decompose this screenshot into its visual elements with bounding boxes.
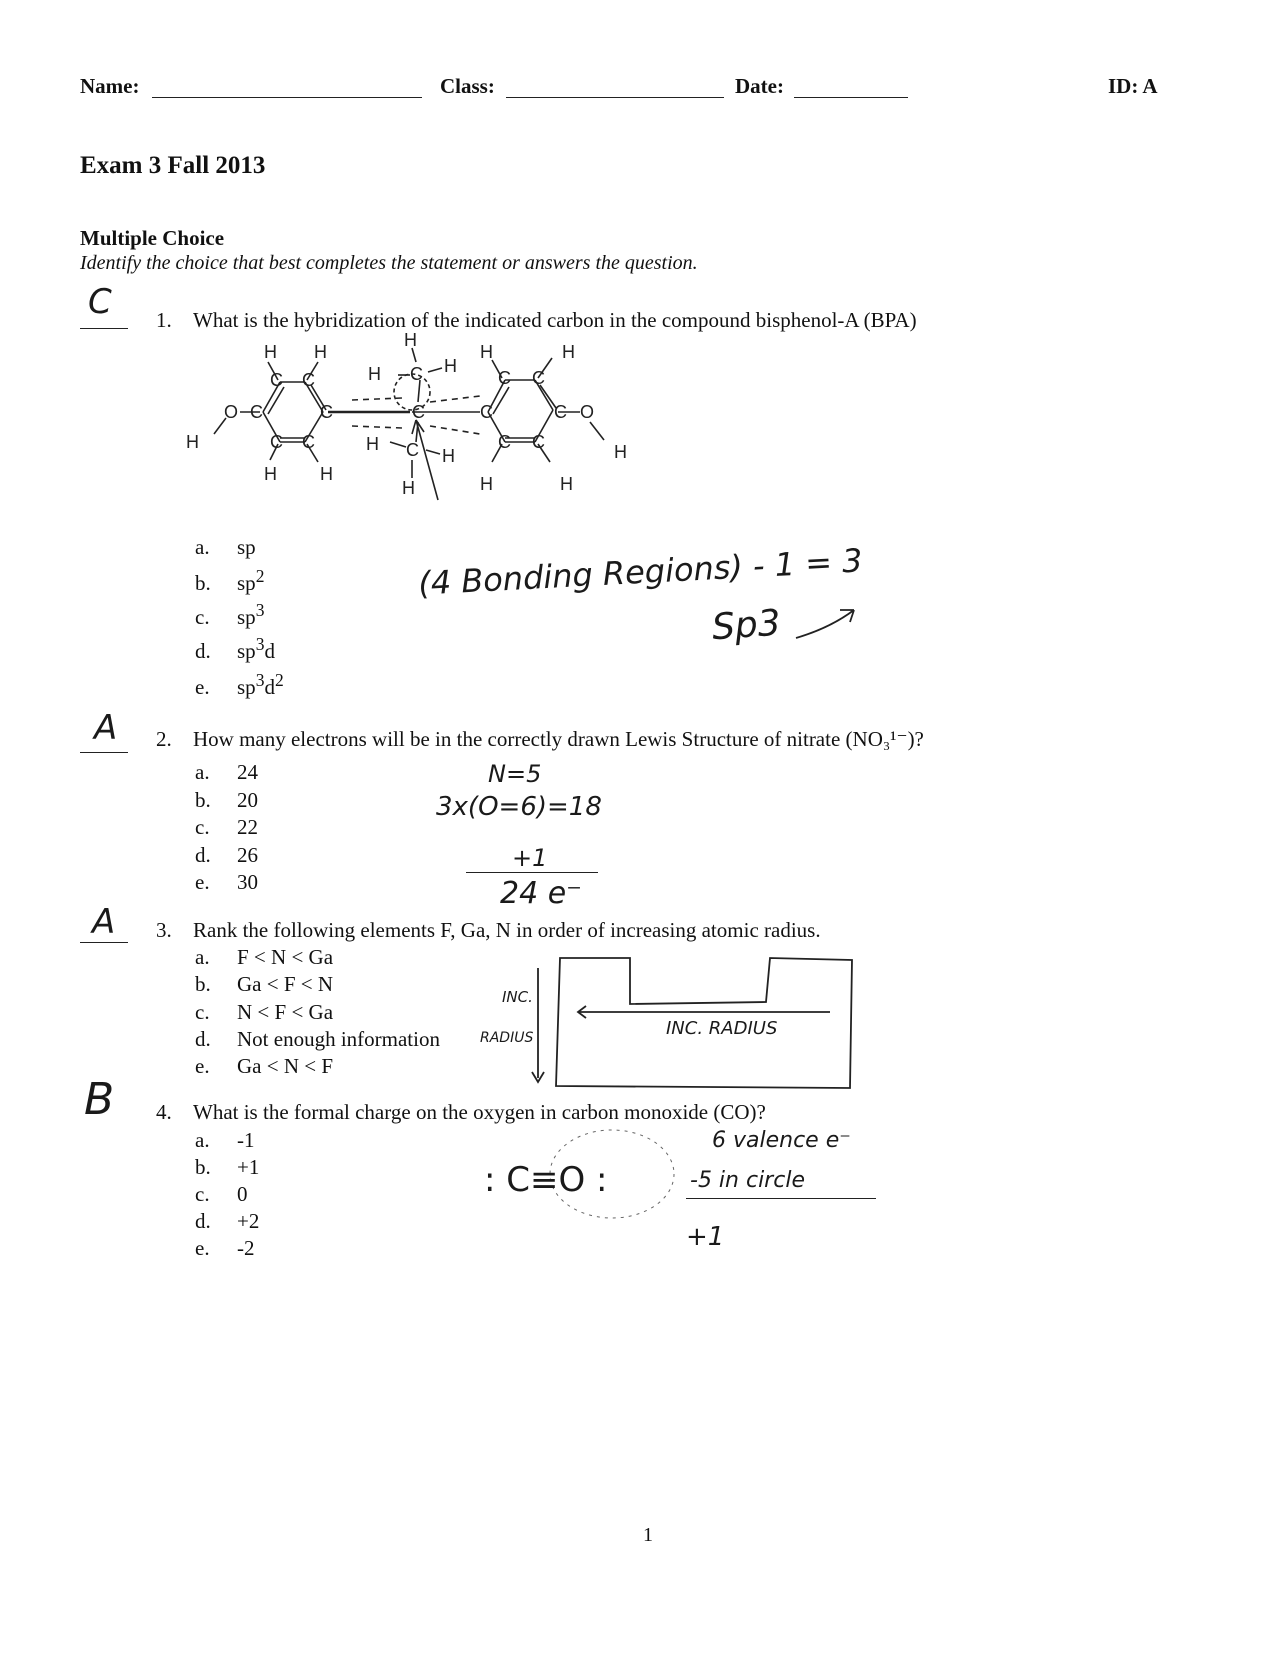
svg-text:C: C — [554, 402, 567, 422]
choice-text: $sp^3$ — [237, 600, 265, 629]
svg-text:H: H — [402, 478, 415, 498]
choice-text: 30 — [237, 870, 258, 894]
svg-text:H: H — [366, 434, 379, 454]
q3-choice-c[interactable] — [195, 1000, 333, 1025]
choice-letter: a. — [195, 535, 210, 559]
exam-title: Exam 3 Fall 2013 — [80, 152, 266, 179]
choice-text: +2 — [237, 1209, 260, 1233]
date-label: Date: — [735, 74, 784, 98]
choice-letter: d. — [195, 1209, 211, 1233]
q1-choice-c[interactable] — [195, 600, 264, 630]
q2-choice-a[interactable] — [195, 760, 258, 785]
choice-letter: d. — [195, 639, 211, 663]
q4-note-co-structure: : C≡O : — [484, 1160, 608, 1200]
choice-text: sp — [237, 535, 256, 559]
svg-text:C: C — [320, 402, 333, 422]
q1-number: 1. — [156, 308, 172, 332]
q3-answer-line — [80, 942, 128, 943]
svg-text:H: H — [560, 474, 573, 494]
q3-note-radius: RADIUS — [480, 1030, 534, 1046]
choice-text: Ga < N < F — [237, 1054, 334, 1078]
svg-text:H: H — [614, 442, 627, 462]
bpa-structure-diagram — [180, 330, 680, 525]
choice-letter: b. — [195, 788, 211, 812]
choice-text: Not enough information — [237, 1027, 440, 1051]
name-label: Name: — [80, 74, 140, 98]
choice-letter: a. — [195, 760, 210, 784]
q1-choice-e[interactable] — [195, 670, 284, 700]
choice-letter: e. — [195, 1236, 210, 1260]
svg-text:C: C — [412, 402, 425, 422]
q3-text: Rank the following elements F, Ga, N in order of increasing atomic radius. — [193, 918, 821, 942]
id-label: ID: A — [1108, 74, 1158, 98]
choice-text: 0 — [237, 1182, 248, 1206]
choice-text: Ga < F < N — [237, 972, 334, 996]
choice-letter: a. — [195, 945, 210, 969]
svg-text:H: H — [186, 432, 199, 452]
q1-choice-a[interactable] — [195, 535, 256, 560]
choice-text: $sp^2$ — [237, 566, 265, 595]
choice-letter: d. — [195, 843, 211, 867]
svg-text:C: C — [532, 368, 545, 388]
svg-text:C: C — [532, 432, 545, 452]
q4-text: What is the formal charge on the oxygen in carbon monoxide (CO)? — [193, 1100, 766, 1124]
choice-letter: c. — [195, 1182, 210, 1206]
svg-text:H: H — [264, 464, 277, 484]
choice-letter: e. — [195, 1054, 210, 1078]
page-number: 1 — [643, 1524, 653, 1546]
q2-text: How many electrons will be in the correctly drawn Lewis Structure of nitrate (NO₃¹⁻)? — [193, 727, 924, 751]
q3-answer: A — [92, 902, 116, 942]
q2-answer-line — [80, 752, 128, 753]
svg-text:C: C — [302, 370, 315, 390]
q1-choice-b[interactable] — [195, 566, 264, 596]
choice-letter: e. — [195, 870, 210, 894]
choice-text: 22 — [237, 815, 258, 839]
q1-answer-line — [80, 328, 128, 329]
choice-text: $sp^3d$ — [237, 634, 275, 663]
choice-text: -2 — [237, 1236, 255, 1260]
svg-text:C: C — [270, 370, 283, 390]
q4-choice-c[interactable] — [195, 1182, 248, 1207]
q3-choice-e[interactable] — [195, 1054, 333, 1079]
svg-text:H: H — [320, 464, 333, 484]
q2-number: 2. — [156, 727, 172, 751]
svg-text:C: C — [250, 402, 263, 422]
choice-letter: c. — [195, 605, 210, 629]
class-field[interactable] — [506, 97, 724, 98]
svg-text:C: C — [410, 364, 423, 384]
q1-text: What is the hybridization of the indicated carbon in the compound bisphenol-A (BPA) — [193, 308, 917, 332]
choice-letter: a. — [195, 1128, 210, 1152]
q2-answer: A — [94, 708, 118, 748]
q1-note-sp3: Sp3 — [710, 602, 782, 649]
q3-note-inc-radius: INC. RADIUS — [666, 1018, 778, 1039]
q1-choice-d[interactable] — [195, 634, 275, 664]
q4-answer: B — [84, 1074, 115, 1125]
svg-text:H: H — [480, 474, 493, 494]
q4-choice-d[interactable] — [195, 1209, 259, 1234]
q1-answer: C — [88, 282, 112, 322]
q2-choice-d[interactable] — [195, 843, 258, 868]
svg-text:C: C — [270, 432, 283, 452]
q3-choice-a[interactable] — [195, 945, 333, 970]
svg-text:H: H — [562, 342, 575, 362]
section-instructions: Identify the choice that best completes the statement or answers the question. — [80, 252, 698, 274]
choice-text: 26 — [237, 843, 258, 867]
q3-choice-d[interactable] — [195, 1027, 440, 1052]
q2-note-oxygen: 3x(O=6)=18 — [436, 792, 602, 822]
svg-text:C: C — [406, 440, 419, 460]
svg-text:H: H — [480, 342, 493, 362]
q1-note-arrow — [790, 598, 870, 648]
svg-text:C: C — [480, 402, 493, 422]
svg-text:H: H — [368, 364, 381, 384]
choice-text: F < N < Ga — [237, 945, 334, 969]
svg-text:H: H — [264, 342, 277, 362]
q2-choice-e[interactable] — [195, 870, 258, 895]
choice-text: N < F < Ga — [237, 1000, 334, 1024]
choice-text: 24 — [237, 760, 258, 784]
choice-letter: e. — [195, 675, 210, 699]
choice-text: $sp^3d^2$ — [237, 670, 284, 699]
q4-choice-e[interactable] — [195, 1236, 255, 1261]
q2-note-n: N=5 — [488, 760, 542, 788]
q2-note-plus1: +1 — [512, 844, 548, 872]
q4-choice-b[interactable] — [195, 1155, 259, 1180]
choice-letter: c. — [195, 1000, 210, 1024]
q4-note-valence: 6 valence e⁻ — [712, 1128, 851, 1153]
svg-text:O: O — [580, 402, 595, 422]
choice-letter: b. — [195, 1155, 211, 1179]
q4-note-in-circle: -5 in circle — [690, 1168, 805, 1193]
choice-letter: b. — [195, 571, 211, 595]
svg-text:C: C — [498, 432, 511, 452]
svg-text:C: C — [302, 432, 315, 452]
q2-sum-line — [466, 872, 598, 873]
q4-choice-a[interactable] — [195, 1128, 255, 1153]
date-field[interactable] — [794, 97, 908, 98]
svg-text:C: C — [498, 368, 511, 388]
choice-text: 20 — [237, 788, 258, 812]
choice-letter: c. — [195, 815, 210, 839]
svg-text:H: H — [314, 342, 327, 362]
q2-choice-b[interactable] — [195, 788, 258, 813]
q3-number: 3. — [156, 918, 172, 942]
q1-note-bonding-regions: (4 Bonding Regions) - 1 = 3 — [417, 541, 864, 603]
q4-note-result: +1 — [686, 1222, 725, 1252]
choice-text: -1 — [237, 1128, 255, 1152]
q3-note-inc: INC. — [502, 988, 533, 1006]
section-heading: Multiple Choice — [80, 226, 225, 250]
q3-choice-b[interactable] — [195, 972, 333, 997]
q2-choice-c[interactable] — [195, 815, 258, 840]
name-field[interactable] — [152, 97, 422, 98]
svg-text:H: H — [444, 356, 457, 376]
q4-number: 4. — [156, 1100, 172, 1124]
choice-letter: b. — [195, 972, 211, 996]
choice-text: +1 — [237, 1155, 260, 1179]
class-label: Class: — [440, 74, 495, 98]
svg-text:H: H — [442, 446, 455, 466]
svg-text:O: O — [224, 402, 239, 422]
q4-sum-line — [686, 1198, 876, 1199]
choice-letter: d. — [195, 1027, 211, 1051]
svg-text:H: H — [404, 330, 417, 350]
q2-note-total: 24 e⁻ — [500, 876, 583, 911]
